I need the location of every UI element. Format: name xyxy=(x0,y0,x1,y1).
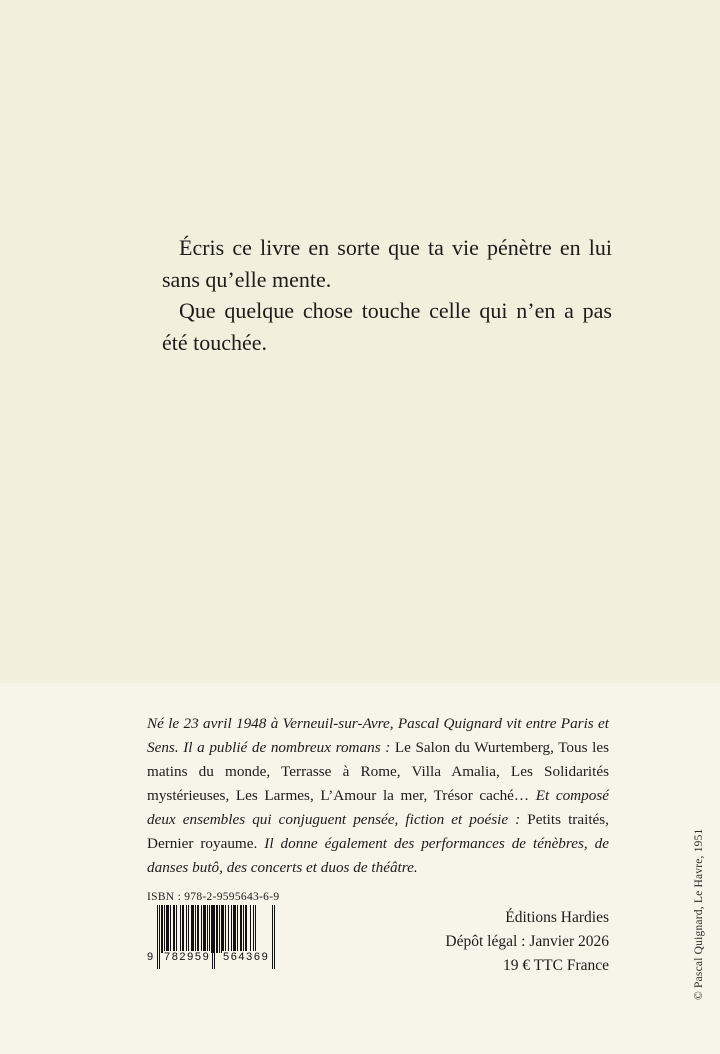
barcode-bar xyxy=(250,905,251,953)
barcode-digit-first: 9 xyxy=(147,951,154,963)
photo-credit: © Pascal Quignard, Le Havre, 1951 xyxy=(693,828,705,1000)
barcode-bar xyxy=(216,905,218,953)
barcode-bar xyxy=(225,905,226,953)
epigraph-paragraph-2: Que quelque chose touche celle qui n’en a pas été touchée. xyxy=(162,298,612,355)
barcode-bar xyxy=(182,905,184,953)
barcode-bar xyxy=(207,905,208,953)
barcode-group-right: 564369 xyxy=(223,951,270,963)
bio-novels: Le Salon du Wurtemberg, Tous les matins du monde, Terrasse à Rome, Villa Amalia, Les Solidarités mystérieuses, Les Larmes, L’Amour la mer, Trésor caché… xyxy=(147,739,609,804)
isbn-label: ISBN : 978-2-9595643-6-9 xyxy=(147,891,280,903)
barcode-bar xyxy=(188,905,189,953)
barcode-bar xyxy=(180,905,181,953)
barcode-bar xyxy=(209,905,210,953)
price: 19 € TTC France xyxy=(502,957,609,974)
barcode-bar xyxy=(231,905,232,953)
barcode-digits xyxy=(147,949,278,967)
barcode-bar xyxy=(176,905,177,953)
author-bio xyxy=(147,712,609,880)
bio-intro: Né le 23 avril 1948 à Verneuil-sur-Avre, Pascal Quignard vit entre Paris et Sens. Il a publié de nombreux romans : xyxy=(147,715,609,756)
barcode-bar xyxy=(219,905,220,953)
barcode-bar xyxy=(237,905,238,953)
barcode-bar xyxy=(191,905,194,953)
barcode-bar xyxy=(170,905,171,953)
barcode-bar xyxy=(228,905,229,953)
barcode-bar xyxy=(164,905,165,953)
barcode-bar xyxy=(233,905,236,953)
barcode-bar xyxy=(221,905,224,953)
publisher-name: Éditions Hardies xyxy=(505,909,609,926)
barcode-bar xyxy=(253,905,254,953)
barcode-bar xyxy=(201,905,202,953)
epigraph-paragraph-1: Écris ce livre en sorte que ta vie pénètre en lui sans qu’elle mente. xyxy=(162,235,612,292)
barcode-bar xyxy=(245,905,247,953)
barcode-group-left: 782959 xyxy=(164,951,211,963)
barcode-bar xyxy=(213,905,214,953)
barcode-bar xyxy=(203,905,206,953)
barcode-bar xyxy=(166,905,169,953)
barcode-bar xyxy=(186,905,187,953)
legal-deposit: Dépôt légal : Janvier 2026 xyxy=(445,933,609,950)
barcode-bar xyxy=(161,905,163,953)
bio-ensembles-intro: Et composé deux ensembles qui conjuguent pensée, fiction et poésie : xyxy=(147,787,609,828)
barcode-bar xyxy=(240,905,242,953)
barcode-bar xyxy=(255,905,256,953)
barcode-bar xyxy=(243,905,244,953)
bio-ensembles: Petits traités, Dernier royaume. xyxy=(147,811,609,852)
imprint xyxy=(389,906,609,978)
bio-performances: Il donne également des performances de ténèbres, de danses butô, des concerts et duos de théâtre. xyxy=(147,835,610,876)
barcode-bar xyxy=(211,905,212,953)
barcode-bar xyxy=(173,905,175,953)
epigraph xyxy=(162,232,612,358)
barcode-bar xyxy=(195,905,196,953)
barcode-bar xyxy=(197,905,199,953)
